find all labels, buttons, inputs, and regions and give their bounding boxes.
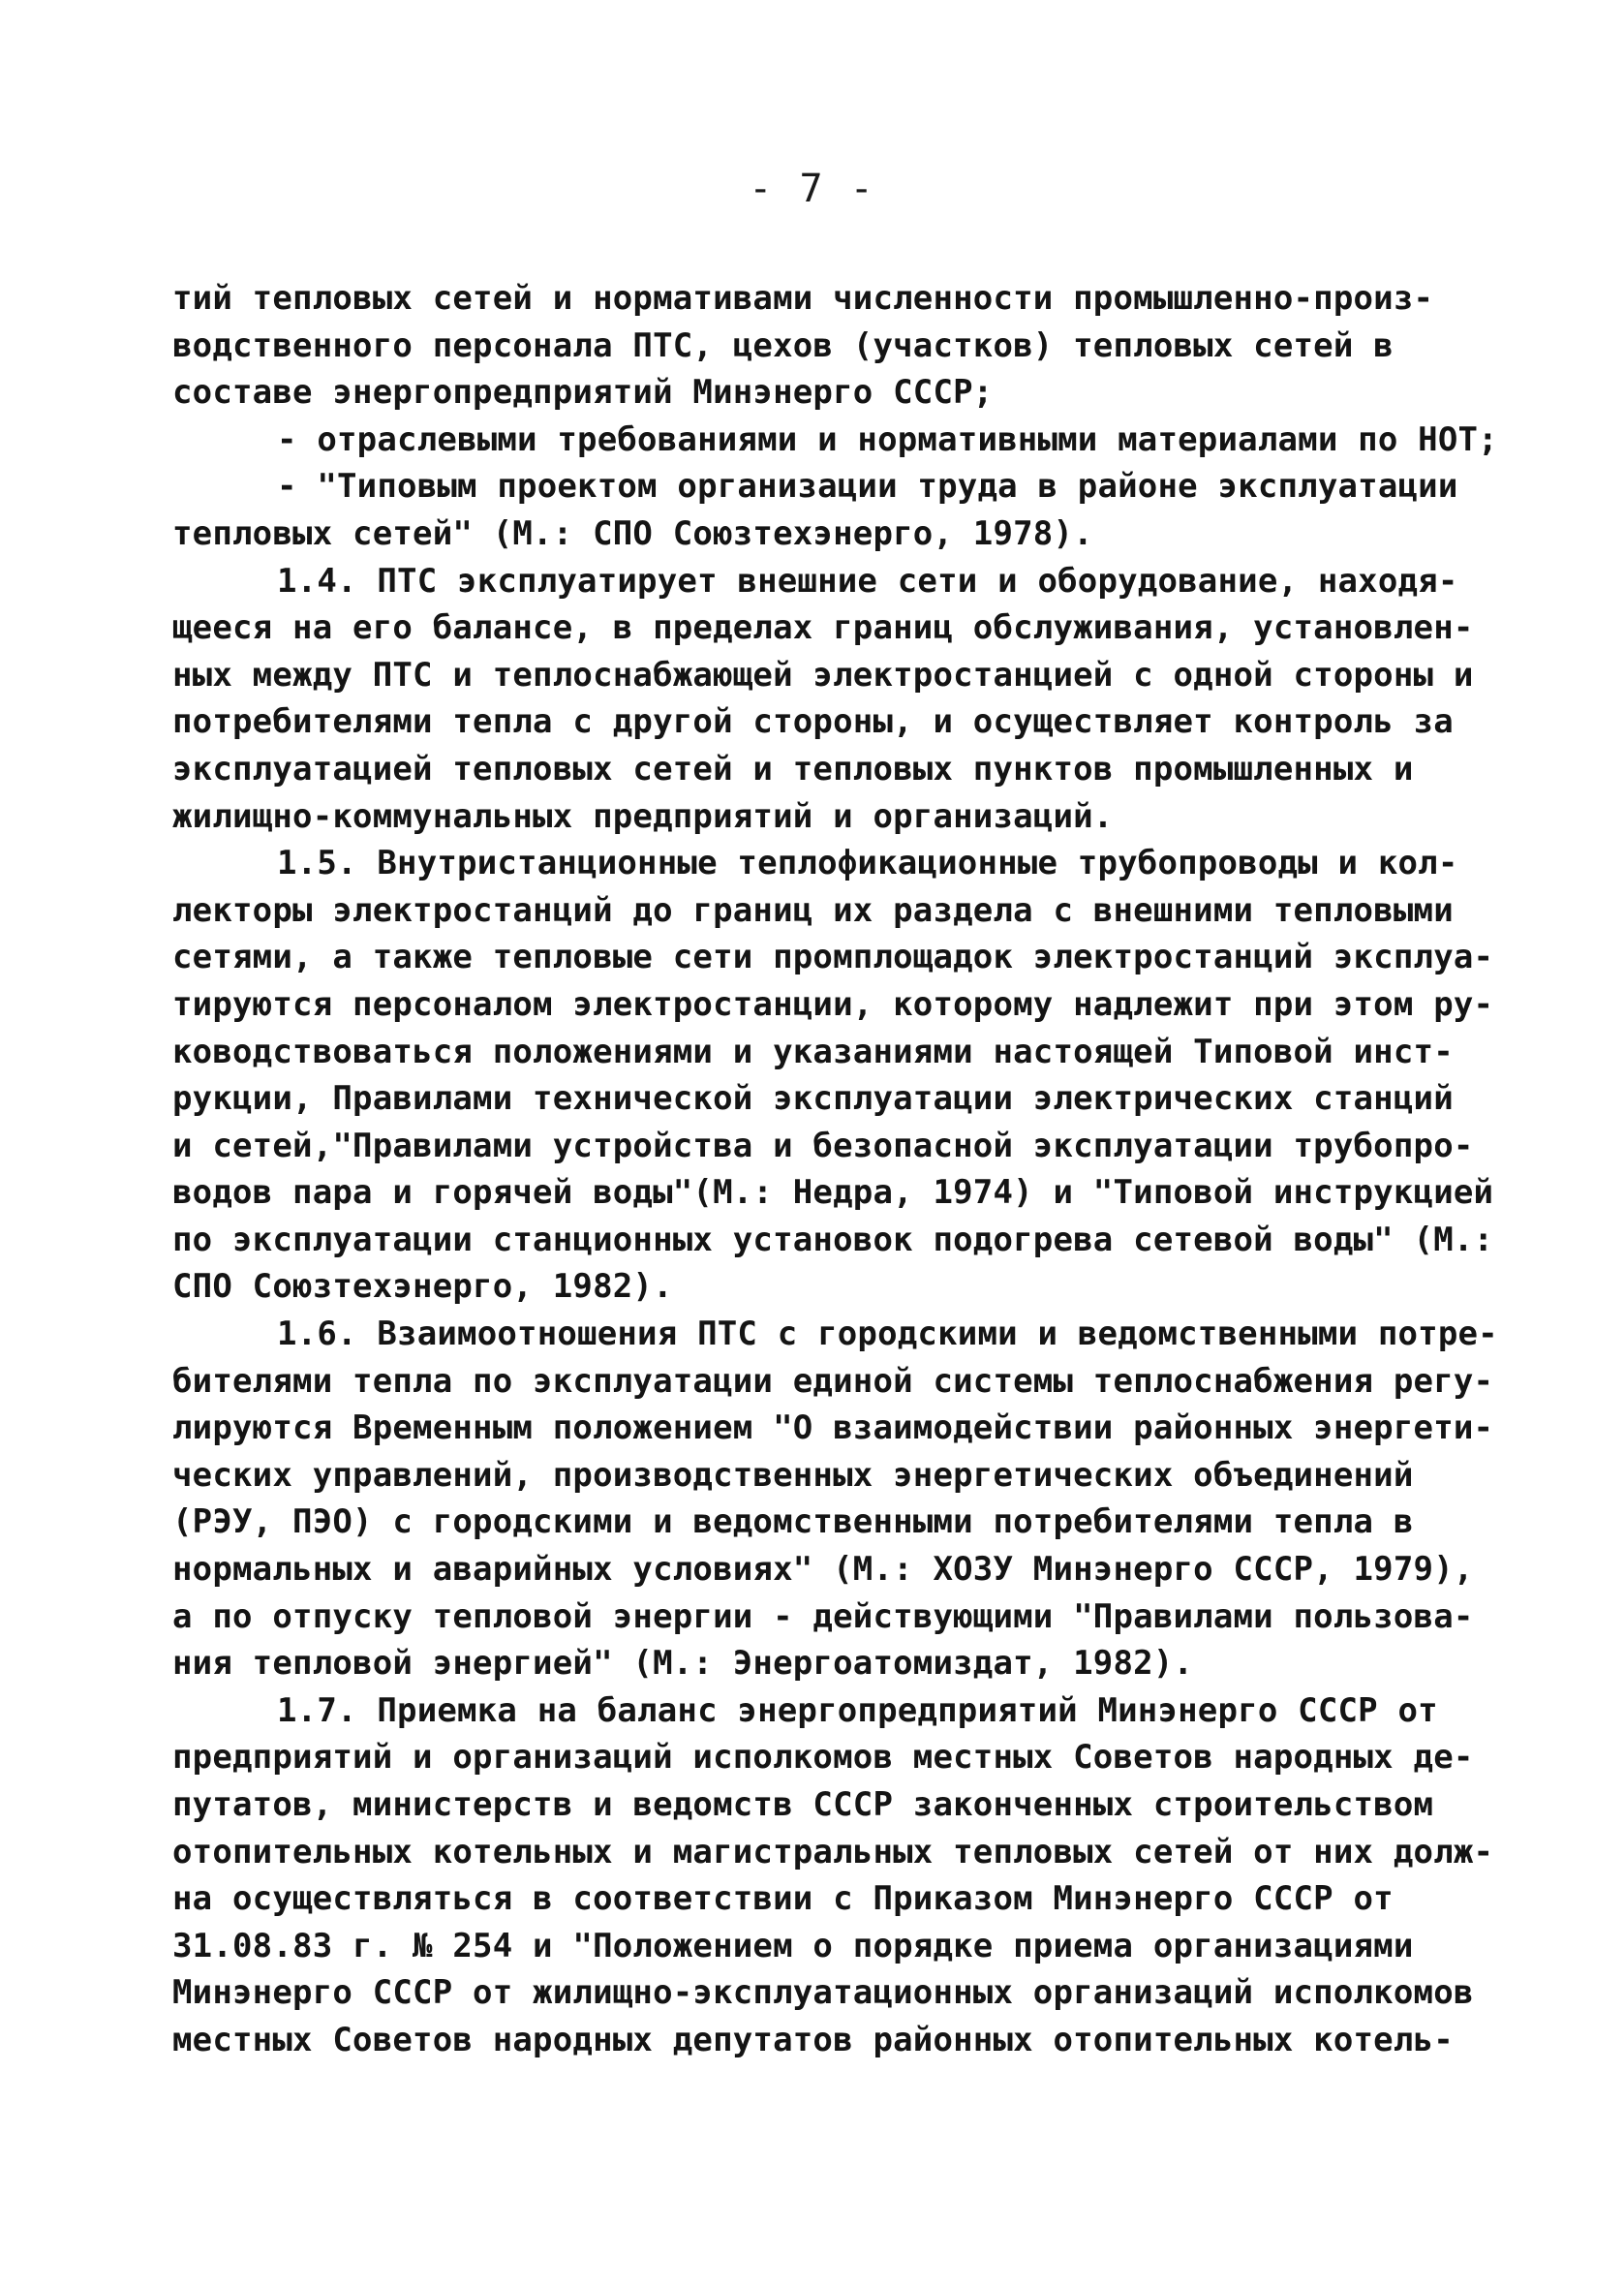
text-line: ных между ПТС и теплоснабжающей электростанцией с одной стороны и (172, 655, 1474, 695)
text-line: лекторы электростанций до границ их раздела с внешними тепловыми (172, 890, 1454, 930)
text-line: Минэнерго СССР от жилищно-эксплуатационных организаций исполкомов (172, 1973, 1474, 2013)
text-line: рукции, Правилами технической эксплуатации электрических станций (172, 1079, 1454, 1119)
text-line: тепловых сетей" (М.: СПО Союзтехэнерго, 1978). (172, 513, 1093, 553)
text-line: лируются Временным положением "О взаимодействии районных энергети- (172, 1408, 1494, 1448)
text-line: предприятий и организаций исполкомов местных Советов народных де- (172, 1738, 1474, 1778)
paragraph-start-1-7: 1.7. Приемка на баланс энергопредприятий Минэнерго СССР от (277, 1690, 1438, 1730)
paragraph-start-1-4: 1.4. ПТС эксплуатирует внешние сети и оборудование, находя- (277, 561, 1458, 601)
text-line: 31.08.83 г. № 254 и "Положением о порядке приема организациями (172, 1926, 1414, 1965)
text-line: путатов, министерств и ведомств СССР законченных строительством (172, 1785, 1434, 1824)
text-line: ния тепловой энергией" (М.: Энергоатомиздат, 1982). (172, 1644, 1194, 1684)
text-line: на осуществляться в соответствии с Приказом Минэнерго СССР от (172, 1879, 1394, 1919)
text-line: составе энергопредприятий Минэнерго СССР; (172, 373, 994, 413)
text-line: отопительных котельных и магистральных тепловых сетей от них долж- (172, 1832, 1494, 1871)
text-line: по эксплуатации станционных установок подогрева сетевой воды" (М.: (172, 1220, 1494, 1259)
text-line: щееся на его балансе, в пределах границ обслуживания, установлен- (172, 608, 1474, 648)
text-line: СПО Союзтехэнерго, 1982). (172, 1267, 673, 1307)
text-line: и сетей,"Правилами устройства и безопасной эксплуатации трубопро- (172, 1126, 1474, 1165)
text-line: нормальных и аварийных условиях" (М.: ХОЗУ Минэнерго СССР, 1979), (172, 1550, 1474, 1590)
text-line: водов пара и горячей воды"(М.: Недра, 1974) и "Типовой инструкцией (172, 1173, 1494, 1213)
text-line: местных Советов народных депутатов районных отопительных котель- (172, 2020, 1454, 2059)
text-line: потребителями тепла с другой стороны, и осуществляет контроль за (172, 702, 1454, 742)
text-line: жилищно-коммунальных предприятий и организаций. (172, 796, 1114, 836)
list-item: - "Типовым проектом организации труда в районе эксплуатации (277, 467, 1458, 507)
text-line: ководствоваться положениями и указаниями настоящей Типовой инст- (172, 1032, 1454, 1071)
document-body (172, 275, 1498, 2064)
text-line: тируются персоналом электростанции, которому надлежит при этом ру- (172, 984, 1494, 1024)
paragraph-start-1-6: 1.6. Взаимоотношения ПТС с городскими и ведомственными потре- (277, 1315, 1498, 1354)
text-line: эксплуатацией тепловых сетей и тепловых пунктов промышленных и (172, 749, 1414, 789)
text-line: сетями, а также тепловые сети промплощадок электростанций эксплуа- (172, 938, 1494, 977)
paragraph-start-1-5: 1.5. Внутристанционные теплофикационные трубопроводы и кол- (277, 844, 1458, 883)
list-item: - отраслевыми требованиями и нормативными материалами по НОТ; (277, 419, 1498, 459)
text-line: а по отпуску тепловой энергии - действующими "Правилами пользова- (172, 1596, 1474, 1636)
text-line: (РЭУ, ПЭО) с городскими и ведомственными потребителями тепла в (172, 1502, 1414, 1542)
text-line: ческих управлений, производственных энергетических объединений (172, 1455, 1414, 1495)
text-line: тий тепловых сетей и нормативами численности промышленно-произ- (172, 279, 1434, 318)
page-number: - 7 - (749, 167, 875, 211)
text-line: водственного персонала ПТС, цехов (участков) тепловых сетей в (172, 325, 1394, 365)
text-line: бителями тепла по эксплуатации единой системы теплоснабжения регу- (172, 1361, 1494, 1401)
